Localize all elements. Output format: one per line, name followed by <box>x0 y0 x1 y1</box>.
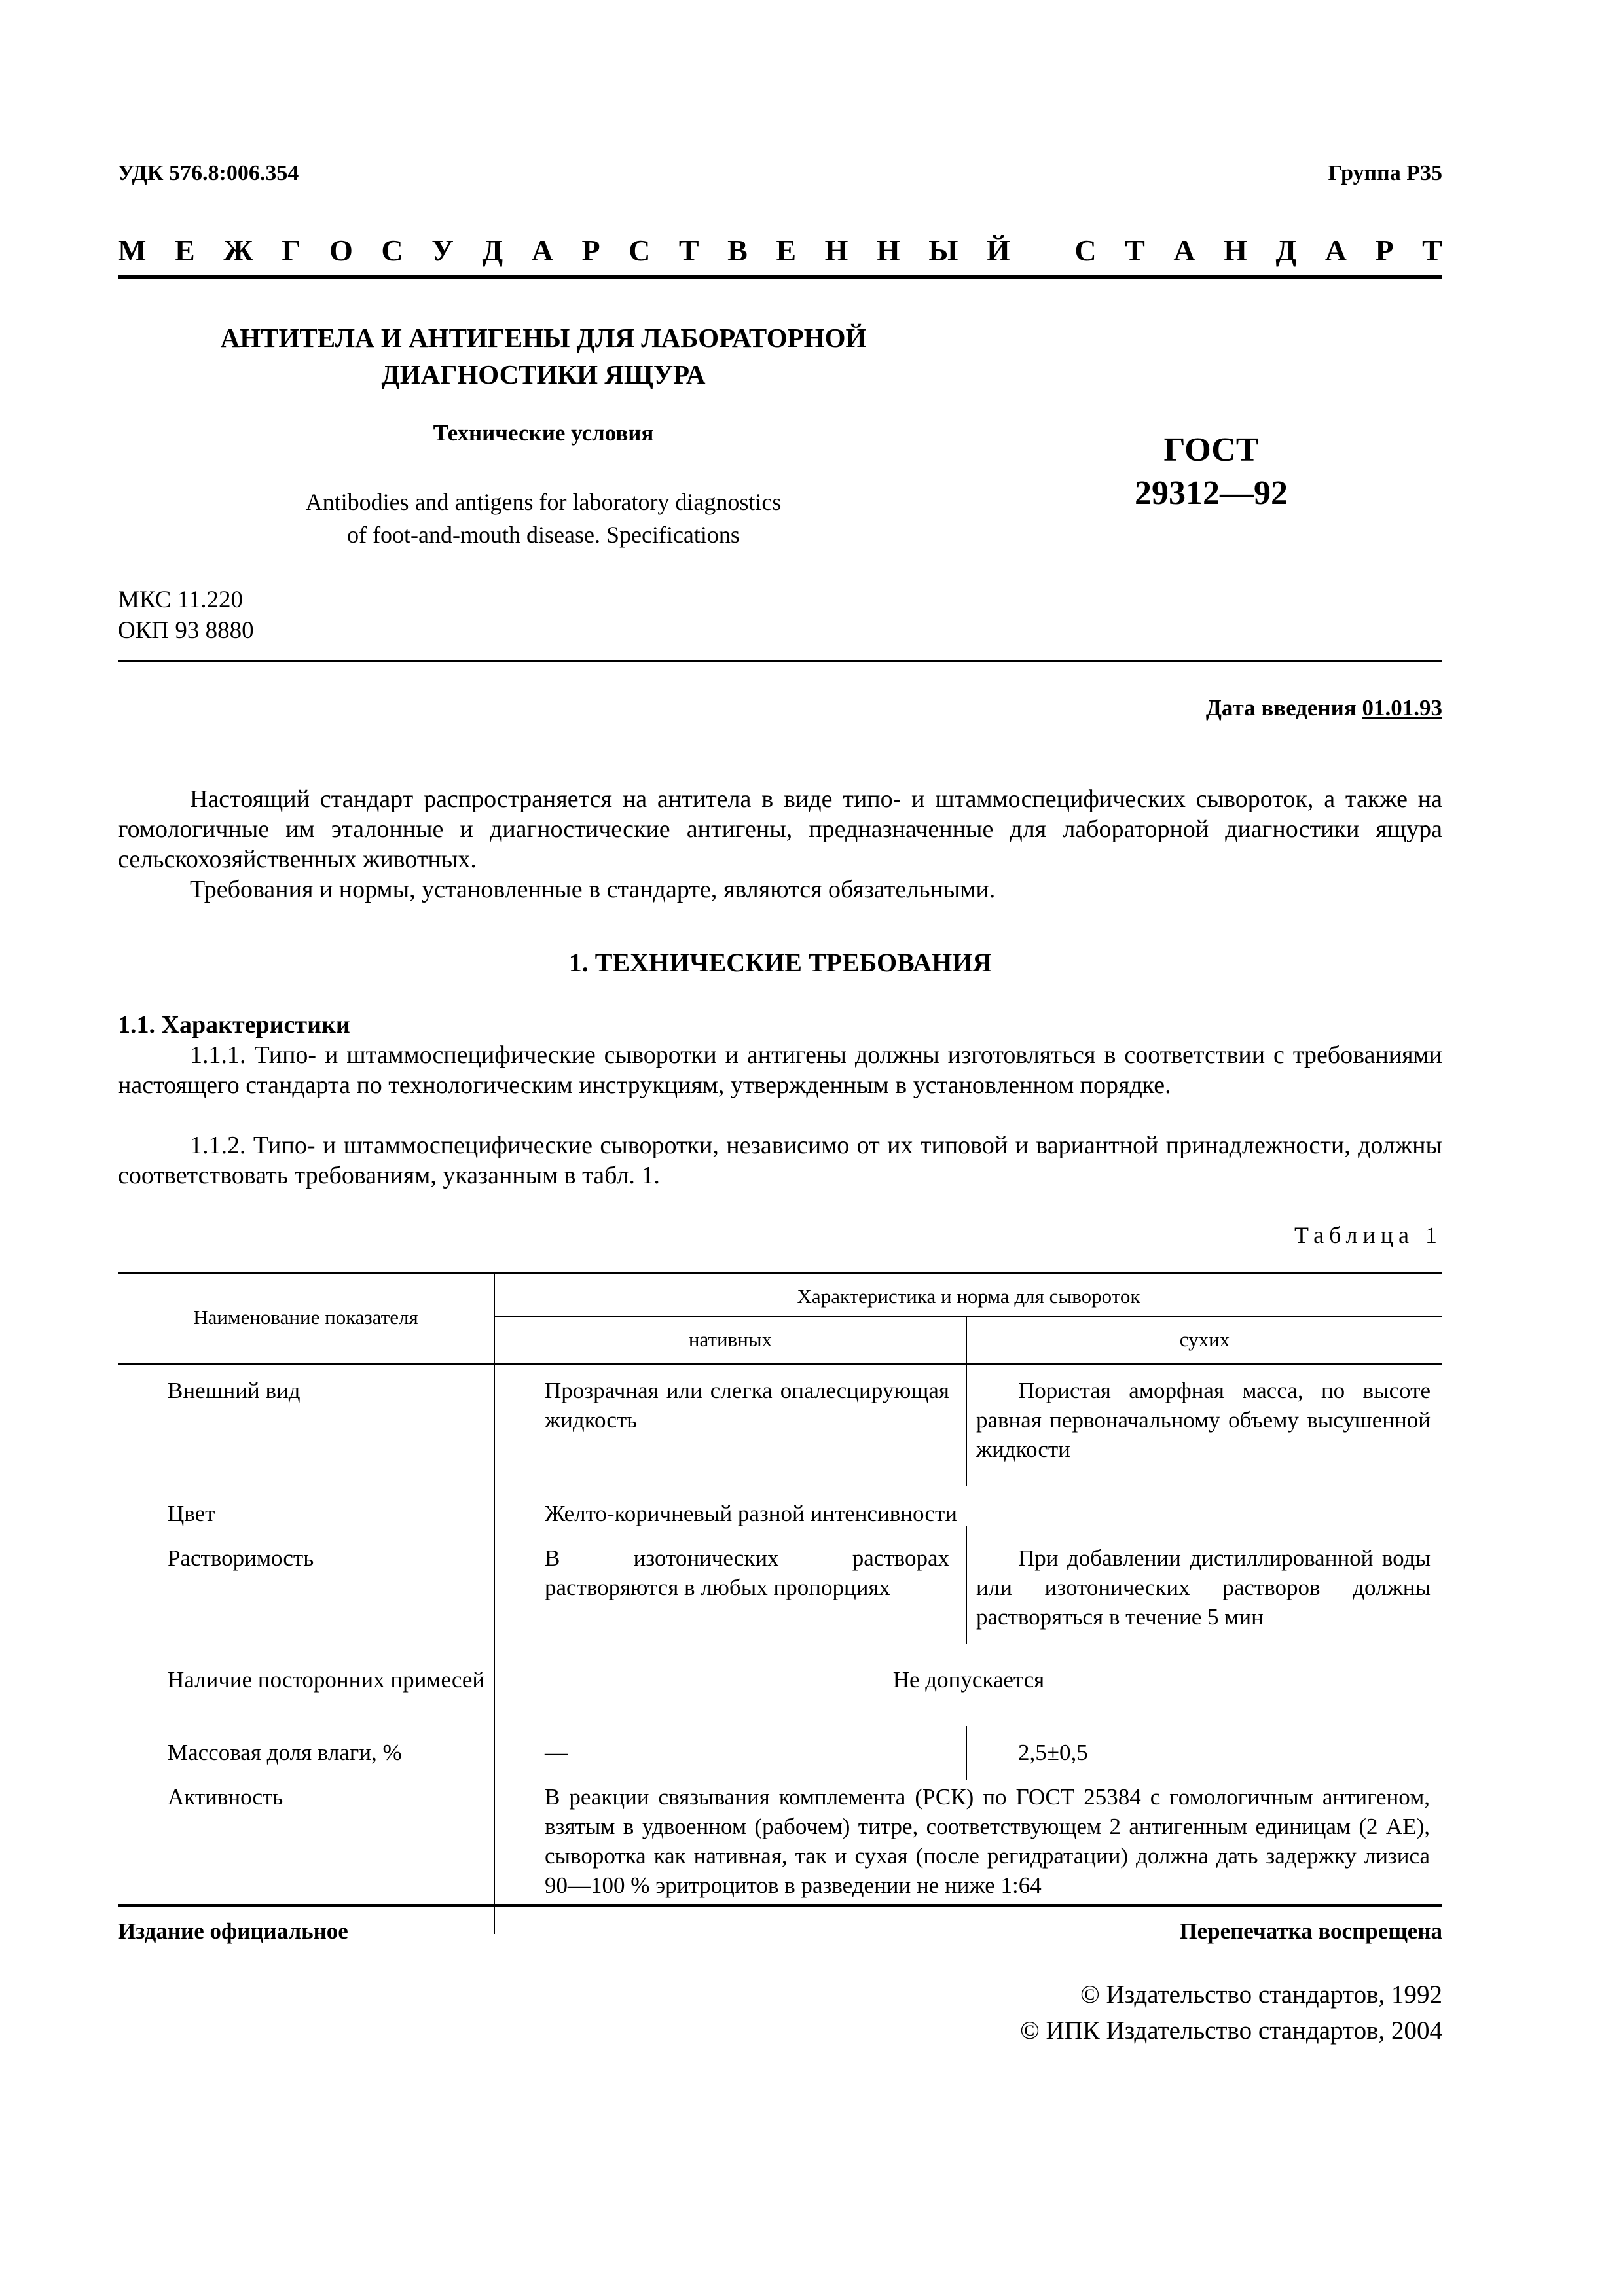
group-code: Группа Р35 <box>1328 161 1442 185</box>
banner-letter: Й <box>986 234 1010 267</box>
banner-letter: Т <box>678 234 699 267</box>
english-title <box>196 486 890 551</box>
okp-code: ОКП 93 8880 <box>118 617 254 644</box>
table-label: Таблица 1 <box>1294 1222 1442 1248</box>
row-merged-color: Желто-коричневый разной интенсивности <box>545 1501 957 1526</box>
section-heading: 1. ТЕХНИЧЕСКИЕ ТРЕБОВАНИЯ <box>568 948 992 977</box>
header-indicator-name: Наименование показателя <box>193 1306 418 1329</box>
english-title-line-1: Antibodies and antigens for laboratory diagnostics <box>305 489 782 515</box>
english-title-line-2: of foot-and-mouth disease. Specifications <box>347 522 740 548</box>
row-dry-appearance: Пористая аморфная масса, по высоте равная первоначальному объему высушенной жидкости <box>976 1378 1431 1462</box>
table-divider-row1 <box>966 1363 967 1486</box>
banner-letter: С <box>381 234 403 267</box>
classification-codes <box>118 584 254 646</box>
gost-number: 29312—92 <box>1135 475 1288 512</box>
banner-letter: У <box>431 234 454 267</box>
clause-1-1-2: 1.1.2. Типо- и штаммоспецифические сыворотки, независимо от их типовой и вариантной принадлежности, должны соответствовать требованиям, указанным в табл. 1. <box>118 1132 1442 1189</box>
row-dry-moisture: 2,5±0,5 <box>1018 1740 1088 1765</box>
banner-letter: С <box>1074 234 1097 267</box>
banner-letter: А <box>531 234 553 267</box>
table-top-rule <box>118 1272 1442 1274</box>
banner-letter: Ы <box>928 234 958 267</box>
table-divider-row3 <box>966 1526 967 1644</box>
row-merged-activity: В реакции связывания комплемента (РСК) по ГОСТ 25384 с гомологичным антигеном, взятым в удвоенном (рабочем) титре, соответствующем 2 антигенным единицам (2 АЕ), сыворотка как нативная, так и сухая (после регидратации) должна дать задержку лизиса 90—100 % эритроцитов в разведении не ниже 1:64 <box>545 1784 1430 1898</box>
intro-paragraph-1: Настоящий стандарт распространяется на антитела в виде типо- и штаммоспецифических сывороток, а также на гомологичные им эталонные и диагностические антигены, предназначенные для лабораторной диагностики ящура сельскохозяйственных животных. <box>118 785 1442 873</box>
row-merged-impurities: Не допускается <box>892 1667 1045 1693</box>
gost-label: ГОСТ <box>1163 431 1259 469</box>
introduction-date <box>1206 695 1442 721</box>
title-line-1: АНТИТЕЛА И АНТИГЕНЫ ДЛЯ ЛАБОРАТОРНОЙ <box>220 323 867 353</box>
mks-code: МКС 11.220 <box>118 586 243 613</box>
banner-letter: Н <box>876 234 900 267</box>
document-subtitle: Технические условия <box>433 420 654 446</box>
banner-letter: М <box>118 234 147 267</box>
row-name-appearance: Внешний вид <box>168 1378 301 1403</box>
banner-letter: Г <box>282 234 301 267</box>
copyright-2004: © ИПК Издательство стандартов, 2004 <box>1020 2017 1442 2045</box>
banner-letter: Ж <box>223 234 253 267</box>
banner-letter: Р <box>1375 234 1394 267</box>
banner-letter: А <box>1324 234 1347 267</box>
row-native-appearance: Прозрачная или слегка опалесцирующая жидкость <box>545 1378 949 1433</box>
header-characteristic-group: Характеристика и норма для сывороток <box>797 1285 1140 1308</box>
banner-letter: С <box>629 234 651 267</box>
row-dry-solubility: При добавлении дистиллированной воды или изотонических растворов должны растворяться в течение 5 мин <box>976 1545 1431 1630</box>
row-native-moisture: — <box>545 1740 568 1765</box>
banner-letter: О <box>329 234 353 267</box>
banner-letter: Д <box>482 234 503 267</box>
banner-letter: В <box>727 234 748 267</box>
title-rule <box>118 660 1442 662</box>
row-name-color: Цвет <box>168 1501 215 1526</box>
row-name-impurities: Наличие посторонних примесей <box>168 1667 485 1693</box>
copyright-1992: © Издательство стандартов, 1992 <box>1080 1981 1442 2009</box>
date-value: 01.01.93 <box>1362 695 1442 721</box>
table-left-divider <box>494 1272 495 1934</box>
banner-letter: Д <box>1275 234 1297 267</box>
banner-letter: А <box>1173 234 1195 267</box>
gost-designation <box>1087 429 1336 515</box>
subsection-heading: 1.1. Характеристики <box>118 1011 350 1039</box>
standard-banner <box>118 233 1442 268</box>
header-dry: сухих <box>1179 1328 1230 1351</box>
document-title <box>118 319 969 393</box>
banner-letter: Н <box>824 234 848 267</box>
reprint-notice: Перепечатка воспрещена <box>1179 1918 1442 1944</box>
banner-letter: Н <box>1224 234 1247 267</box>
table-subheader-rule <box>494 1316 1442 1317</box>
intro-paragraph-2: Требования и нормы, установленные в стандарте, являются обязательными. <box>190 876 996 903</box>
banner-rule <box>118 275 1442 279</box>
row-native-solubility: В изотонических растворах растворяются в любых пропорциях <box>545 1545 949 1600</box>
table-divider-row5 <box>966 1726 967 1780</box>
table-header-bottom-rule <box>118 1363 1442 1365</box>
banner-letter: Е <box>174 234 195 267</box>
date-label: Дата введения <box>1205 695 1357 721</box>
banner-letter: Т <box>1422 234 1442 267</box>
row-name-solubility: Растворимость <box>168 1545 314 1571</box>
banner-letter: Т <box>1125 234 1145 267</box>
title-line-2: ДИАГНОСТИКИ ЯЩУРА <box>381 359 706 389</box>
row-name-activity: Активность <box>168 1784 283 1810</box>
banner-letter: Е <box>776 234 797 267</box>
footer-rule <box>118 1904 1442 1907</box>
banner-gap <box>1038 233 1046 268</box>
official-edition: Издание официальное <box>118 1918 348 1944</box>
udk-code: УДК 576.8:006.354 <box>118 161 299 185</box>
row-name-moisture: Массовая доля влаги, % <box>168 1740 402 1765</box>
header-native: нативных <box>688 1328 773 1351</box>
banner-letter: Р <box>581 234 600 267</box>
copyright-block <box>1020 1977 1442 2049</box>
clause-1-1-1: 1.1.1. Типо- и штаммоспецифические сыворотки и антигены должны изготовляться в соответствии с требованиями настоящего стандарта по технологическим инструкциям, утвержденным в установленном порядке. <box>118 1041 1442 1099</box>
